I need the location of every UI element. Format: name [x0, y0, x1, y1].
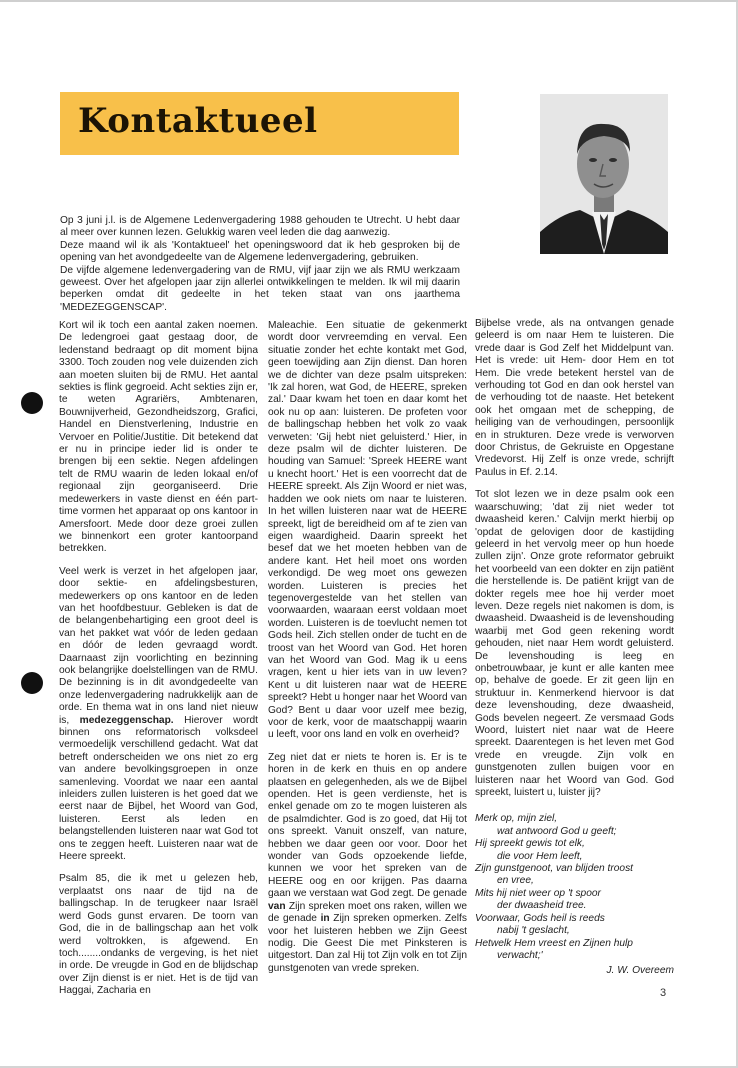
body-text: Zijn spreken opmerken. Zelfs voor het luisteren hebben we Zijn Geest nodig. Die Geest Die met Pinksteren is uitgestort. Dan zal Hij tot Zijn volk en tot Zijn gunstgenoten van vrede spreken.: [268, 913, 467, 974]
title-banner: [60, 92, 459, 155]
psalm-verse: [475, 813, 674, 977]
body-text: Veel werk is verzet in het afgelopen jaar, door sektie- en afdelingsbesturen, medewerkers op ons kantoor en de leden van het hoofdbestuur. Gebleken is dat de de belangenbehartiging een groot deel is van het pakket wat vóór de leden gedaan en dóór de leden gevraagd wordt. Daarnaast zijn voorlichting en bezinning ook belangrijke doelstellingen van de RMU. De bezinning is in dit avondgedeelte van onze ledenvergadering nadrukkelijk aan de orde. En thema wat in ons land niet nieuw is,: [59, 565, 258, 726]
body-text: Zijn spreken moet ons raken, willen we de genade: [268, 900, 467, 925]
emphasis-text: in: [320, 913, 330, 925]
punch-hole: [21, 392, 43, 414]
emphasis-text: medezeggenschap.: [79, 714, 174, 726]
verse-line: Voorwaar, Gods heil is reeds: [475, 912, 605, 924]
body-paragraph: Kort wil ik toch een aantal zaken noemen. De ledengroei gaat gestaag door, de ledenstand bedraagt op dit moment bijna 3300. Toch zouden nog vele duizenden zich aan moeten sluiten bij de RMU. Het aantal sekties is flink gegroeid. Acht sekties zijn er, te weten Agrariërs, Ambtenaren, Bouwnijverheid, Gezondheidszorg, Grafici, Handel en Dienstverlening, Industrie en Vervoer en Politie/Justitie. Dit betekend dat er nu in principe ieder lid is onder te brengen bij een sektie. Negen afdelingen telt de RMU waarin de leden lokaal en/of regionaal zijn georganiseerd. Drie medewerkers in vaste dienst en één part-time vormen het apparaat op ons kantoor in Amersfoort. Mede door deze groei zullen we binnenkort een groter kantoorpand betrekken.: [59, 320, 258, 555]
body-paragraph: Maleachie. Een situatie de gekenmerkt wordt door vervreemding en verval. Een situatie zonder het echte kontakt met God, geen toewijding aan Zijn dienst. Dan horen we de dichter van deze psalm uitspreken: 'Ik zal horen, wat God, de HEERE, spreken zal.' Daar kwam het toen en daar komt het ook nu op aan: luisteren. De profeten voor de ballingschap hebben het volk zo vaak verweten: 'Gij hebt niet geluisterd.' Hier, in deze psalm wil de dichter luisteren. De houding van Samuel: 'Spreek HEERE want u knecht hoort.' Het is een voorrecht dat de HEERE spreekt. Als Zijn Woord er niet was, hadden we ook niets om naar te luisteren. In het willen luisteren naar wat de HEERE spreekt, ligt de bereidheid om af te zien van eigen waardigheid. Daarin spreekt het besef dat we het moeten hebben van de andere kant. Het heil moet ons worden verkondigd. De weg moet ons gewezen worden. Luisteren is precies het tegenovergestelde van het stellen van voorwaarden, waaraan eerst voldaan moet worden. Luisteren is de toevlucht nemen tot Gods heil. Zich stellen onder de tucht en de troost van het Woord van God. Het horen van het Woord van God. Mag ik u eens vragen, kent u hier iets van in uw leven? Kent u dit luisteren naar wat de HEERE spreekt? Hebt u honger naar het Woord van God? Bent u daar voor uzelf mee bezig, voor de kerk, voor de maatschappij waarin u leeft, voor ons land en volk en overheid?: [268, 320, 467, 741]
intro-paragraph: Op 3 juni j.l. is de Algemene Ledenvergadering 1988 gehouden te Utrecht. U hebt daar al meer over kunnen lezen. Gelukkig waren veel leden die dag aanwezig.: [60, 215, 460, 239]
verse-line: nabij 't geslacht,: [497, 925, 570, 937]
verse-line: wat antwoord God u geeft;: [497, 825, 617, 837]
body-text: Hierover wordt binnen ons reformatorisch volksdeel vermoedelijk verschillend gedacht. Wat dat betreft onderscheiden we ons niet zo erg van andere bevolkingsgroepen in onze samenleving. Voordat we naar een aantal inleiders zullen luisteren is het goed dat we eerst naar de Bijbel, het Woord van God, luisteren. Eerst als leden en belangstellenden luisteren naar wat God tot ons te zeggen heeft. Luisteren naar wat de Heere spreekt.: [59, 714, 258, 863]
verse-line: Hetwelk Hem vreest en Zijnen hulp: [475, 937, 633, 949]
verse-line: Hij spreekt gewis tot elk,: [475, 838, 585, 850]
body-paragraph: Psalm 85, die ik met u gelezen heb, verplaatst ons naar de tijd na de ballingschap. In de terugkeer naar Israël werd Gods gunst ervaren. De toorn van God, die in de ballingschap aan het volk werd voltrokken, is afgewend. En toch........ondanks de vergeving, is het niet in orde. De vreugde in God en de blijdschap over Zijn dienst is er niet. Het is de tijd van Haggai, Zacharia en: [59, 873, 258, 997]
author-portrait: [540, 94, 668, 254]
intro-paragraph: Deze maand wil ik als 'Kontaktueel' het openingswoord dat ik heb gesproken bij de opening van het avondgedeelte van de Algemene ledenvergadering, gebruiken.: [60, 239, 460, 264]
column-right: [475, 318, 674, 978]
verse-line: en vree,: [497, 875, 534, 887]
intro-text: [60, 215, 460, 314]
verse-line: der dwaasheid tree.: [497, 900, 587, 912]
punch-hole: [21, 672, 43, 694]
body-text: Zeg niet dat er niets te horen is. Er is te horen in de kerk en thuis en op andere plaatsen en gelegenheden, als we de Bijbel openden. Het is geen verdienste, het is enkel genade om zo te mogen luisteren als de psalmdichter. God is zo goed, dat Hij tot ons spreekt. Vanuit onszelf, van nature, hebben we daar geen oor voor. Door het wonder van Gods opzoekende liefde, kunnen we voor het spreken van de HEERE oog en oor krijgen. Pas daarna gaan we verstaan wat God zegt. De genade: [268, 751, 467, 900]
page-title: Kontaktueel: [78, 101, 318, 141]
verse-line: Mits hij niet weer op 't spoor: [475, 887, 601, 899]
verse-line: Merk op, mijn ziel,: [475, 813, 558, 825]
body-paragraph: Tot slot lezen we in deze psalm ook een waarschuwing; 'dat zij niet weder tot dwaasheid keren.' Calvijn merkt hierbij op 'opdat de gelovigen door de kastijding geleerd in het vervolg meer op hun hoede zullen zijn'. Onze grote reformator gebruikt het voorbeeld van een dokter en zijn patiënt die herstellende is. De patiënt krijgt van de dokter regels mee hoe hij verder moet leven. Deze regels niet nakomen is dom, is dwaasheid. Dwaasheid is de levenshouding waarbij met God geen rekening wordt gehouden, niet naar Hem wordt geluisterd. De levenshouding is leeg en onbetrouwbaar, je kunt er alle kanten mee op, behalve de goede. Er zit geen lijn en struktuur in. Kenmerkend hiervoor is dat deze levenshouding, deze dwaasheid, Gods bevelen negeert. Ze versmaad Gods Woord, luistert niet naar wat de Heere spreekt. Daarentegen is het leven met God vrede en vreugde. Zijn volk en gunstgenoten zullen buigen voor en luisteren naar het Woord van God. God spreekt, luistert u, luister jij?: [475, 489, 674, 799]
portrait-image: [540, 94, 668, 254]
column-middle: [268, 320, 467, 985]
verse-line: Zijn gunstgenoot, van blijden troost: [475, 863, 634, 875]
body-paragraph: [268, 752, 467, 975]
emphasis-text: van: [268, 900, 286, 912]
body-paragraph: [59, 566, 258, 864]
page-number: 3: [660, 987, 667, 999]
author-signature: J. W. Overeem: [606, 965, 674, 977]
intro-paragraph: De vijfde algemene ledenvergadering van de RMU, vijf jaar zijn we als RMU werkzaam geweest. Over het afgelopen jaar zijn allerlei ontwikkelingen te melden. Ik wil mij daarin beperken omdat dit gedeelte in het teken staat van ons jaarthema 'MEDEZEGGENSCAP'.: [60, 264, 460, 313]
top-rule: [0, 0, 738, 2]
body-paragraph: Bijbelse vrede, als na ontvangen genade geleerd is om naar Hem te luisteren. Die vrede daar is God Zelf het Middelpunt van. Het is vrede: uit Hem- door Hem en tot Hem. Die vrede betekent herstel van de verhouding tot God en dan ook herstel van de verhouding tot de naaste. Het betekent ook het omgaan met de schepping, de heiliging van de verhoudingen, persoonlijk en in strukturen. Deze vrede is verworven door Christus, de Gekruiste en Opgestane Vredevorst. Hij Zelf is onze vrede, schrijft Paulus in Ef. 2.14.: [475, 318, 674, 478]
verse-line: verwacht;': [497, 949, 543, 961]
column-left: [59, 320, 258, 1008]
verse-line: die voor Hem leeft,: [497, 850, 583, 862]
